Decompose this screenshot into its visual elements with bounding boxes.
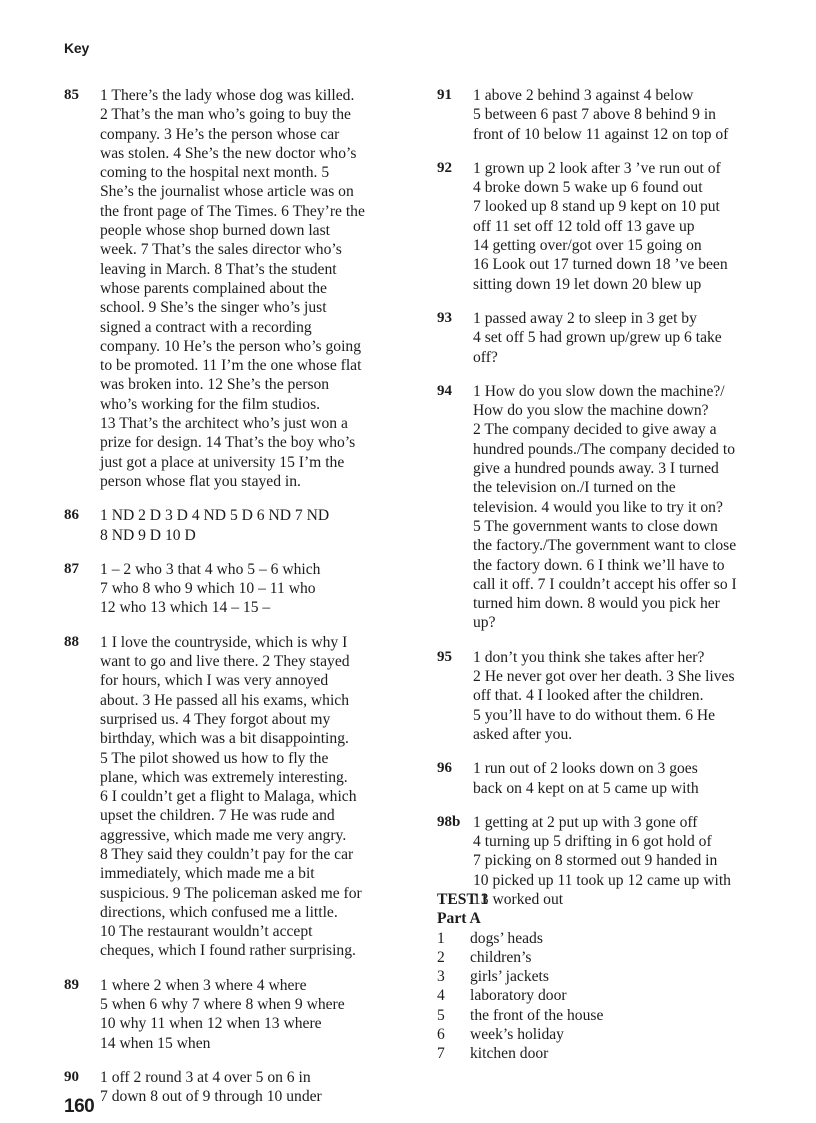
answer-line: 1 run out of 2 looks down on 3 goes — [473, 760, 698, 778]
answer-line: birthday, which was a bit disappointing. — [100, 730, 349, 748]
answer-entry — [437, 759, 777, 798]
test-item-list — [437, 929, 777, 1064]
test-item-number: 5 — [437, 1006, 445, 1024]
answer-line: 8 ND 9 D 10 D — [100, 526, 196, 544]
answer-line: surprised us. 4 They forgot about my — [100, 710, 331, 728]
answer-line: company. 3 He’s the person whose car — [100, 125, 340, 143]
answer-line: How do you slow the machine down? — [473, 402, 709, 420]
answer-line: 1 off 2 round 3 at 4 over 5 on 6 in — [100, 1068, 311, 1086]
answer-line: give a hundred pounds away. 3 I turned — [473, 460, 719, 478]
answer-line: 13 That’s the architect who’s just won a — [100, 415, 348, 433]
answer-line: 1 grown up 2 look after 3 ’ve run out of — [473, 159, 721, 177]
answer-line: 10 The restaurant wouldn’t accept — [100, 923, 313, 941]
answer-line: company. 10 He’s the person who’s going — [100, 337, 362, 355]
answer-line: 1 where 2 when 3 where 4 where — [100, 976, 307, 994]
answer-line: 5 The pilot showed us how to fly the — [100, 749, 329, 767]
answer-line: who’s working for the film studios. — [100, 395, 321, 413]
answer-line: call it off. 7 I couldn’t accept his offer so I — [473, 575, 737, 593]
answer-entry — [64, 86, 404, 491]
exercise-answers — [100, 1068, 404, 1107]
test-item-number: 4 — [437, 987, 445, 1005]
answer-line: 14 when 15 when — [100, 1034, 211, 1052]
test-item-text: laboratory door — [470, 987, 567, 1005]
answer-line: 2 He never got over her death. 3 She lives — [473, 668, 735, 686]
exercise-number: 87 — [64, 560, 79, 577]
test-item — [437, 967, 777, 986]
answer-line: plane, which was extremely interesting. — [100, 768, 348, 786]
answer-line: for hours, which I was very annoyed — [100, 672, 329, 690]
exercise-answers — [100, 86, 404, 491]
answer-line: week. 7 That’s the sales director who’s — [100, 241, 342, 259]
answer-entry — [64, 506, 404, 545]
exercise-number: 88 — [64, 633, 79, 650]
test-item — [437, 948, 777, 967]
answer-line: 7 looked up 8 stand up 9 kept on 10 put — [473, 198, 720, 216]
answer-line: 5 between 6 past 7 above 8 behind 9 in — [473, 106, 716, 124]
answer-line: 10 picked up 11 took up 12 came up with — [473, 871, 731, 889]
answer-entry — [64, 633, 404, 961]
answer-entry — [64, 976, 404, 1053]
answer-line: upset the children. 7 He was rude and — [100, 807, 335, 825]
answer-entry — [437, 309, 777, 367]
part-title: Part A — [437, 910, 481, 928]
test-item — [437, 1025, 777, 1044]
answer-line: asked after you. — [473, 725, 573, 743]
exercise-number: 96 — [437, 760, 452, 777]
answer-line: aggressive, which made me very angry. — [100, 826, 347, 844]
exercise-answers — [473, 309, 777, 367]
exercise-number: 95 — [437, 648, 452, 665]
answer-line: 1 ND 2 D 3 D 4 ND 5 D 6 ND 7 ND — [100, 507, 330, 525]
test-item-number: 2 — [437, 948, 445, 966]
exercise-number: 92 — [437, 159, 452, 176]
answer-line: 2 The company decided to give away a — [473, 421, 717, 439]
answer-line: leaving in March. 8 That’s the student — [100, 260, 337, 278]
exercise-number: 85 — [64, 87, 79, 103]
test-item-number: 3 — [437, 968, 445, 986]
answer-line: 4 set off 5 had grown up/grew up 6 take — [473, 329, 722, 347]
answer-line: the factory./The government want to close — [473, 537, 737, 555]
answer-line: 1 passed away 2 to sleep in 3 get by — [473, 309, 697, 327]
exercise-number: 91 — [437, 87, 452, 103]
test-item-text: the front of the house — [470, 1006, 604, 1024]
exercise-answers — [473, 159, 777, 294]
answer-line: 4 broke down 5 wake up 6 found out — [473, 179, 703, 197]
exercise-answers — [100, 633, 404, 961]
answer-line: 7 who 8 who 9 which 10 – 11 who — [100, 580, 316, 598]
exercise-number: 93 — [437, 309, 452, 326]
answer-line: was broken into. 12 She’s the person — [100, 376, 330, 394]
page-header-key: Key — [64, 40, 90, 56]
answer-line: She’s the journalist whose article was on — [100, 183, 354, 201]
answer-line: coming to the hospital next month. 5 — [100, 164, 330, 182]
answer-line: 12 who 13 which 14 – 15 – — [100, 599, 271, 617]
answer-line: 6 I couldn’t get a flight to Malaga, which — [100, 788, 357, 806]
answer-line: 5 The government wants to close down — [473, 517, 718, 535]
answer-line: 5 you’ll have to do without them. 6 He — [473, 706, 716, 724]
answer-entry — [437, 86, 777, 144]
test-item-number: 6 — [437, 1026, 445, 1044]
answer-entry — [64, 560, 404, 618]
answer-line: 16 Look out 17 turned down 18 ’ve been — [473, 256, 728, 274]
answer-line: up? — [473, 614, 496, 632]
exercise-number: 89 — [64, 976, 79, 993]
answer-line: 1 How do you slow down the machine?/ — [473, 382, 725, 400]
answer-line: off 11 set off 12 told off 13 gave up — [473, 217, 695, 235]
answer-line: want to go and live there. 2 They stayed — [100, 653, 350, 671]
test-item-number: 1 — [437, 929, 445, 947]
answer-line: the front page of The Times. 6 They’re the — [100, 202, 365, 220]
answer-line: person whose flat you stayed in. — [100, 472, 301, 490]
page-number: 160 — [64, 1096, 95, 1117]
test-item — [437, 929, 777, 948]
answer-line: people whose shop burned down last — [100, 222, 330, 240]
answer-line: 2 That’s the man who’s going to buy the — [100, 106, 351, 124]
answer-line: 5 when 6 why 7 where 8 when 9 where — [100, 996, 345, 1014]
answer-line: the factory down. 6 I think we’ll have to — [473, 556, 725, 574]
exercise-answers — [473, 86, 777, 144]
answer-line: sitting down 19 let down 20 blew up — [473, 275, 702, 293]
answer-line: 1 above 2 behind 3 against 4 below — [473, 87, 694, 104]
test-item-text: kitchen door — [470, 1045, 549, 1063]
answer-line: 4 turning up 5 drifting in 6 got hold of — [473, 833, 712, 851]
exercise-answers — [473, 382, 777, 633]
answer-line: the television on./I turned on the — [473, 479, 676, 497]
test-title: TEST 1 — [437, 891, 489, 908]
exercise-number: 98b — [437, 813, 461, 830]
answer-entry — [437, 648, 777, 744]
answer-line: to be promoted. 11 I’m the one whose flat — [100, 357, 362, 375]
test-item-text: dogs’ heads — [470, 929, 543, 947]
test-item — [437, 1006, 777, 1025]
answer-line: whose parents complained about the — [100, 279, 327, 297]
answer-line: off that. 4 I looked after the children. — [473, 687, 704, 705]
answer-line: cheques, which I found rather surprising. — [100, 942, 356, 960]
answer-line: prize for design. 14 That’s the boy who’s — [100, 434, 356, 452]
answer-column-left — [64, 86, 404, 1122]
exercise-answers — [100, 560, 404, 618]
test-item — [437, 1044, 777, 1063]
answer-column-right — [437, 86, 777, 924]
answer-line: directions, which confused me a little. — [100, 903, 338, 921]
answer-line: 1 – 2 who 3 that 4 who 5 – 6 which — [100, 560, 321, 578]
answer-line: 10 why 11 when 12 when 13 where — [100, 1015, 322, 1033]
answer-entry — [437, 159, 777, 294]
answer-line: back on 4 kept on at 5 came up with — [473, 779, 699, 797]
answer-line: hundred pounds./The company decided to — [473, 440, 735, 458]
exercise-number: 94 — [437, 382, 452, 399]
answer-line: 1 getting at 2 put up with 3 gone off — [473, 813, 698, 831]
test-item-text: girls’ jackets — [470, 968, 549, 986]
answer-line: just got a place at university 15 I’m the — [100, 453, 345, 471]
answer-line: turned him down. 8 would you pick her — [473, 595, 720, 613]
answer-line: 1 I love the countryside, which is why I — [100, 633, 348, 651]
answer-line: 13 worked out — [473, 890, 564, 908]
answer-line: 1 don’t you think she takes after her? — [473, 648, 705, 666]
answer-line: front of 10 below 11 against 12 on top of — [473, 125, 729, 143]
answer-line: was stolen. 4 She’s the new doctor who’s — [100, 144, 357, 162]
exercise-answers — [100, 506, 404, 545]
answer-entry — [437, 382, 777, 633]
answer-line: 7 down 8 out of 9 through 10 under — [100, 1088, 322, 1106]
answer-line: signed a contract with a recording — [100, 318, 312, 336]
answer-line: immediately, which made me a bit — [100, 865, 315, 883]
test-item — [437, 986, 777, 1005]
exercise-answers — [473, 759, 777, 798]
answer-line: off? — [473, 348, 498, 366]
answer-line: 8 They said they couldn’t pay for the car — [100, 845, 354, 863]
answer-line: suspicious. 9 The policeman asked me for — [100, 884, 362, 902]
exercise-number: 86 — [64, 507, 79, 524]
exercise-answers — [100, 976, 404, 1053]
answer-line: television. 4 would you like to try it on? — [473, 498, 723, 516]
answer-line: school. 9 She’s the singer who’s just — [100, 299, 327, 317]
answer-entry — [64, 1068, 404, 1107]
answer-line: 7 picking on 8 stormed out 9 handed in — [473, 852, 718, 870]
answer-line: about. 3 He passed all his exams, which — [100, 691, 350, 709]
answer-line: 14 getting over/got over 15 going on — [473, 237, 702, 255]
exercise-answers — [473, 648, 777, 744]
test-item-number: 7 — [437, 1045, 445, 1063]
test-section — [437, 890, 777, 1064]
exercise-number: 90 — [64, 1068, 79, 1085]
test-item-text: week’s holiday — [470, 1026, 564, 1044]
answer-line: 1 There’s the lady whose dog was killed. — [100, 87, 355, 104]
test-item-text: children’s — [470, 948, 532, 966]
